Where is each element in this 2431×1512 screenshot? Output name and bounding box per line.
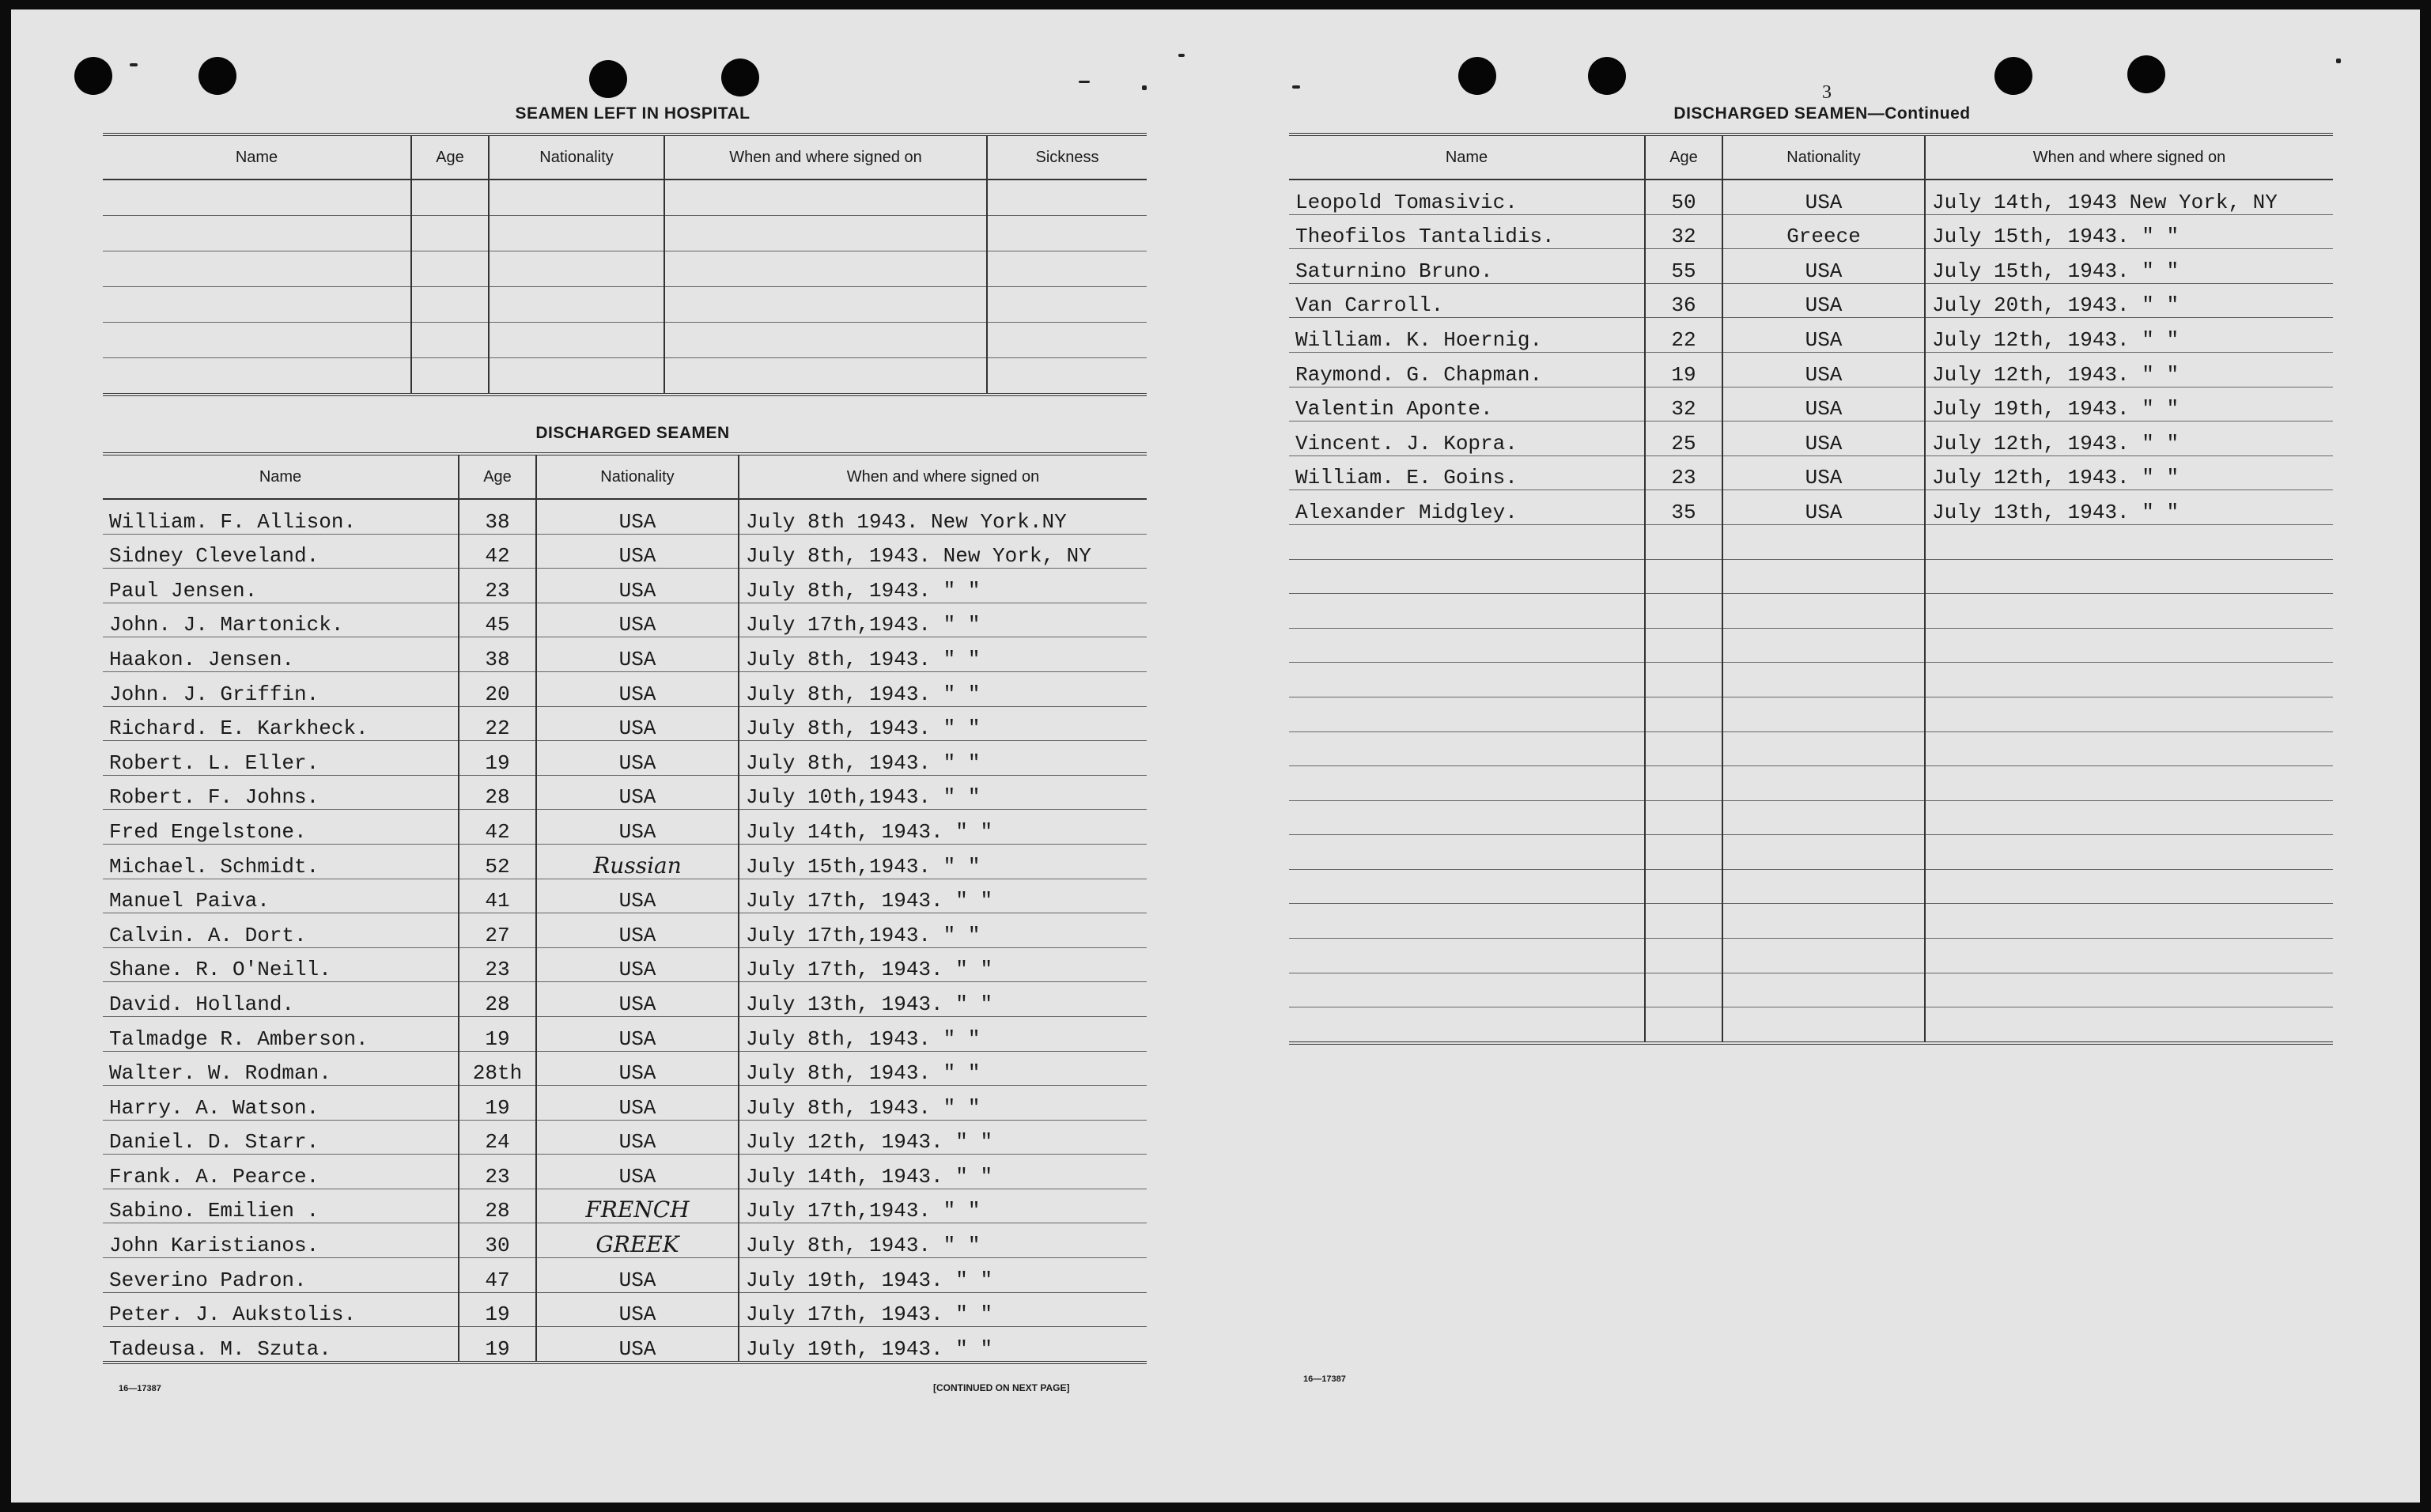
table-row: [1289, 904, 2333, 939]
cell-signed-on: July 14th, 1943. " ": [739, 810, 1147, 845]
table-row: [103, 913, 1147, 948]
cell-empty: [1722, 697, 1925, 731]
cell-name: Alexander Midgley.: [1289, 490, 1645, 525]
cell-name: Vincent. J. Kopra.: [1289, 421, 1645, 456]
cell-nationality: USA: [536, 603, 739, 637]
table-row: [103, 534, 1147, 569]
cell-empty: [1645, 559, 1722, 594]
cell-nationality: USA: [1722, 387, 1925, 421]
cell-empty: [1289, 628, 1645, 663]
cell-empty: [1925, 939, 2333, 973]
table-row: [103, 1051, 1147, 1086]
cell-name: Walter. W. Rodman.: [103, 1051, 459, 1086]
cell-empty: [1645, 835, 1722, 870]
table-row: [1289, 594, 2333, 629]
table-row: [103, 603, 1147, 637]
cell-age: 25: [1645, 421, 1722, 456]
continued-title-suffix: —Continued: [1867, 104, 1971, 123]
cell-empty: [1925, 559, 2333, 594]
cell-signed-on: July 17th, 1943. " ": [739, 879, 1147, 913]
cell-empty: [1722, 869, 1925, 904]
cell-signed-on: July 17th, 1943. " ": [739, 947, 1147, 982]
col-header-nationality: Nationality: [536, 454, 739, 499]
cell-age: 35: [1645, 490, 1722, 525]
cell-name: Paul Jensen.: [103, 569, 459, 603]
punch-hole: [2127, 55, 2165, 93]
cell-age: 45: [459, 603, 536, 637]
cell-nationality: USA: [536, 879, 739, 913]
cell-age: 23: [459, 947, 536, 982]
cell-signed-on: July 13th, 1943. " ": [739, 982, 1147, 1017]
cell-age: 28: [459, 1189, 536, 1223]
table-row: [103, 637, 1147, 672]
cell-nationality: USA: [536, 741, 739, 776]
table-row: [103, 1155, 1147, 1189]
cell-age: 28: [459, 982, 536, 1017]
cell-empty: [1722, 524, 1925, 559]
cell-nationality: USA: [536, 1327, 739, 1363]
cell-empty: [1722, 594, 1925, 629]
cell-signed-on: July 8th, 1943. " ": [739, 1016, 1147, 1051]
speck: [1142, 85, 1147, 90]
cell-nationality: GREEK: [536, 1223, 739, 1258]
cell-nationality: USA: [536, 1258, 739, 1293]
table-row: [1289, 352, 2333, 387]
cell-name: David. Holland.: [103, 982, 459, 1017]
cell-name: William. F. Allison.: [103, 499, 459, 534]
cell-signed-on: July 19th, 1943. " ": [739, 1327, 1147, 1363]
cell-name: Shane. R. O'Neill.: [103, 947, 459, 982]
col-header-age: Age: [459, 454, 536, 499]
table-row: [103, 1189, 1147, 1223]
cell-name: Robert. F. Johns.: [103, 775, 459, 810]
cell-name: Sidney Cleveland.: [103, 534, 459, 569]
cell-age: 19: [1645, 352, 1722, 387]
cell-age: 20: [459, 671, 536, 706]
table-row: [1289, 387, 2333, 421]
table-row: [1289, 421, 2333, 456]
cell-age: 22: [459, 706, 536, 741]
cell-nationality: USA: [1722, 455, 1925, 490]
cell-empty: [1722, 973, 1925, 1007]
table-row: [1289, 1007, 2333, 1043]
table-row: [103, 879, 1147, 913]
cell-empty: [1645, 663, 1722, 697]
cell-age: 19: [459, 1086, 536, 1121]
cell-signed-on: July 8th 1943. New York.NY: [739, 499, 1147, 534]
punch-hole: [1994, 57, 2032, 95]
table-row: [103, 180, 1147, 216]
col-header-age: Age: [1645, 134, 1722, 180]
cell-name: Severino Padron.: [103, 1258, 459, 1293]
form-number: 16—17387: [119, 1384, 161, 1393]
cell-empty: [1645, 628, 1722, 663]
cell-empty: [1722, 800, 1925, 835]
table-row: [103, 569, 1147, 603]
cell-empty: [1722, 559, 1925, 594]
cell-signed-on: July 17th,1943. " ": [739, 603, 1147, 637]
cell-age: 36: [1645, 283, 1722, 318]
cell-empty: [1289, 869, 1645, 904]
cell-empty: [1289, 1007, 1645, 1043]
cell-empty: [1289, 697, 1645, 731]
punch-hole: [721, 59, 759, 96]
cell-signed-on: July 12th, 1943. " ": [1925, 455, 2333, 490]
cell-empty: [1645, 800, 1722, 835]
cell-empty: [1289, 731, 1645, 766]
cell-name: Sabino. Emilien .: [103, 1189, 459, 1223]
speck: [1178, 54, 1185, 57]
cell-nationality: USA: [536, 637, 739, 672]
table-row: [1289, 455, 2333, 490]
cell-nationality: USA: [536, 1292, 739, 1327]
ledger-sheet: [11, 9, 2420, 1503]
col-header-name: Name: [1289, 134, 1645, 180]
cell-age: 55: [1645, 249, 1722, 284]
table-row: [103, 671, 1147, 706]
table-row: [103, 1120, 1147, 1155]
cell-name: John. J. Martonick.: [103, 603, 459, 637]
table-row: [103, 741, 1147, 776]
col-header-signed-on: When and where signed on: [1925, 134, 2333, 180]
cell-signed-on: July 8th, 1943. " ": [739, 1051, 1147, 1086]
table-row: [1289, 766, 2333, 801]
cell-nationality: USA: [1722, 249, 1925, 284]
cell-age: 41: [459, 879, 536, 913]
cell-empty: [1289, 594, 1645, 629]
cell-nationality: USA: [536, 569, 739, 603]
cell-nationality: Greece: [1722, 214, 1925, 249]
col-header-nationality: Nationality: [489, 134, 664, 180]
cell-nationality: USA: [536, 947, 739, 982]
cell-name: Robert. L. Eller.: [103, 741, 459, 776]
cell-name: William. E. Goins.: [1289, 455, 1645, 490]
col-header-sickness: Sickness: [987, 134, 1147, 180]
cell-age: 28: [459, 775, 536, 810]
cell-name: Leopold Tomasivic.: [1289, 180, 1645, 214]
cell-empty: [1289, 939, 1645, 973]
table-row: [1289, 524, 2333, 559]
punch-hole: [198, 57, 236, 95]
cell-signed-on: July 17th,1943. " ": [739, 913, 1147, 948]
table-row: [103, 499, 1147, 534]
cell-empty: [1289, 800, 1645, 835]
cell-signed-on: July 15th,1943. " ": [739, 844, 1147, 879]
cell-empty: [1289, 904, 1645, 939]
cell-signed-on: July 12th, 1943. " ": [1925, 352, 2333, 387]
cell-empty: [1645, 939, 1722, 973]
cell-name: Tadeusa. M. Szuta.: [103, 1327, 459, 1363]
table-row: [1289, 869, 2333, 904]
cell-name: Haakon. Jensen.: [103, 637, 459, 672]
discharged-table: [103, 452, 1147, 1364]
punch-hole: [1458, 57, 1496, 95]
cell-signed-on: July 15th, 1943. " ": [1925, 214, 2333, 249]
cell-age: 19: [459, 741, 536, 776]
cell-name: John. J. Griffin.: [103, 671, 459, 706]
cell-age: 52: [459, 844, 536, 879]
table-row: [103, 1223, 1147, 1258]
cell-empty: [1925, 800, 2333, 835]
cell-signed-on: July 17th, 1943. " ": [739, 1292, 1147, 1327]
cell-nationality: USA: [536, 1120, 739, 1155]
cell-name: Manuel Paiva.: [103, 879, 459, 913]
cell-nationality: USA: [536, 775, 739, 810]
cell-signed-on: July 8th, 1943. " ": [739, 671, 1147, 706]
cell-empty: [1925, 524, 2333, 559]
table-row: [103, 323, 1147, 358]
cell-nationality: USA: [1722, 283, 1925, 318]
cell-nationality: USA: [536, 810, 739, 845]
cell-empty: [1722, 939, 1925, 973]
cell-signed-on: July 15th, 1943. " ": [1925, 249, 2333, 284]
table-row: [1289, 318, 2333, 353]
cell-age: 23: [1645, 455, 1722, 490]
cell-empty: [1645, 524, 1722, 559]
cell-empty: [1289, 766, 1645, 801]
cell-empty: [1925, 973, 2333, 1007]
cell-age: 27: [459, 913, 536, 948]
discharged-continued-table: [1289, 133, 2333, 1045]
cell-signed-on: July 19th, 1943. " ": [1925, 387, 2333, 421]
table-row: [103, 251, 1147, 287]
cell-name: Talmadge R. Amberson.: [103, 1016, 459, 1051]
cell-signed-on: July 8th, 1943. " ": [739, 741, 1147, 776]
cell-signed-on: July 12th, 1943. " ": [1925, 421, 2333, 456]
cell-nationality: USA: [536, 534, 739, 569]
table-row: [103, 216, 1147, 251]
col-header-age: Age: [411, 134, 489, 180]
table-row: [103, 1086, 1147, 1121]
cell-signed-on: July 13th, 1943. " ": [1925, 490, 2333, 525]
cell-signed-on: July 17th,1943. " ": [739, 1189, 1147, 1223]
table-row: [103, 287, 1147, 323]
cell-age: 19: [459, 1327, 536, 1363]
cell-age: 19: [459, 1292, 536, 1327]
cell-empty: [1645, 766, 1722, 801]
cell-signed-on: July 8th, 1943. " ": [739, 706, 1147, 741]
cell-age: 42: [459, 534, 536, 569]
cell-nationality: FRENCH: [536, 1189, 739, 1223]
cell-name: Daniel. D. Starr.: [103, 1120, 459, 1155]
cell-nationality: USA: [1722, 490, 1925, 525]
col-header-name: Name: [103, 454, 459, 499]
cell-nationality: USA: [536, 1051, 739, 1086]
cell-empty: [1925, 628, 2333, 663]
continued-note: [CONTINUED ON NEXT PAGE]: [933, 1382, 1070, 1393]
cell-name: Saturnino Bruno.: [1289, 249, 1645, 284]
table-row: [103, 775, 1147, 810]
table-row: [1289, 973, 2333, 1007]
cell-empty: [1925, 663, 2333, 697]
cell-signed-on: July 19th, 1943. " ": [739, 1258, 1147, 1293]
col-header-signed-on: When and where signed on: [739, 454, 1147, 499]
cell-nationality: USA: [1722, 318, 1925, 353]
cell-nationality: USA: [536, 671, 739, 706]
cell-name: Richard. E. Karkheck.: [103, 706, 459, 741]
cell-age: 42: [459, 810, 536, 845]
cell-nationality: USA: [1722, 352, 1925, 387]
cell-signed-on: July 12th, 1943. " ": [1925, 318, 2333, 353]
punch-hole: [1588, 57, 1626, 95]
cell-empty: [1289, 973, 1645, 1007]
cell-name: Fred Engelstone.: [103, 810, 459, 845]
cell-empty: [1645, 697, 1722, 731]
cell-empty: [1722, 835, 1925, 870]
cell-empty: [1925, 766, 2333, 801]
cell-age: 23: [459, 569, 536, 603]
cell-signed-on: July 8th, 1943. " ": [739, 1223, 1147, 1258]
punch-hole: [74, 57, 112, 95]
cell-empty: [1722, 1007, 1925, 1043]
cell-empty: [1925, 904, 2333, 939]
cell-empty: [1722, 904, 1925, 939]
cell-name: Van Carroll.: [1289, 283, 1645, 318]
table-row: [1289, 283, 2333, 318]
cell-age: 32: [1645, 214, 1722, 249]
table-row: [1289, 180, 2333, 214]
table-row: [103, 1258, 1147, 1293]
table-row: [103, 810, 1147, 845]
cell-age: 38: [459, 637, 536, 672]
cell-age: 24: [459, 1120, 536, 1155]
cell-name: Harry. A. Watson.: [103, 1086, 459, 1121]
table-row: [103, 358, 1147, 395]
cell-age: 50: [1645, 180, 1722, 214]
cell-signed-on: July 20th, 1943. " ": [1925, 283, 2333, 318]
cell-age: 28th: [459, 1051, 536, 1086]
cell-name: Theofilos Tantalidis.: [1289, 214, 1645, 249]
page-number: 3: [1822, 82, 1832, 103]
cell-empty: [1645, 1007, 1722, 1043]
cell-name: Michael. Schmidt.: [103, 844, 459, 879]
table-row: [1289, 628, 2333, 663]
cell-nationality: USA: [536, 706, 739, 741]
speck: [130, 63, 138, 66]
table-row: [1289, 731, 2333, 766]
cell-signed-on: July 8th, 1943. " ": [739, 637, 1147, 672]
table-row: [1289, 559, 2333, 594]
cell-signed-on: July 8th, 1943. " ": [739, 1086, 1147, 1121]
cell-empty: [1289, 663, 1645, 697]
cell-age: 30: [459, 1223, 536, 1258]
cell-empty: [1289, 835, 1645, 870]
cell-empty: [1925, 731, 2333, 766]
col-header-nationality: Nationality: [1722, 134, 1925, 180]
table-row: [1289, 697, 2333, 731]
cell-empty: [1722, 731, 1925, 766]
cell-empty: [1645, 973, 1722, 1007]
col-header-signed-on: When and where signed on: [664, 134, 987, 180]
cell-nationality: USA: [1722, 421, 1925, 456]
cell-empty: [1925, 869, 2333, 904]
cell-name: Valentin Aponte.: [1289, 387, 1645, 421]
cell-empty: [1925, 594, 2333, 629]
cell-name: William. K. Hoernig.: [1289, 318, 1645, 353]
hospital-title: SEAMEN LEFT IN HOSPITAL: [515, 104, 750, 123]
table-row: [1289, 249, 2333, 284]
table-row: [103, 1016, 1147, 1051]
cell-name: Raymond. G. Chapman.: [1289, 352, 1645, 387]
table-row: [103, 706, 1147, 741]
form-number: 16—17387: [1303, 1374, 1346, 1384]
cell-nationality: Russian: [536, 844, 739, 879]
cell-age: 38: [459, 499, 536, 534]
table-row: [103, 1292, 1147, 1327]
cell-empty: [1645, 731, 1722, 766]
cell-empty: [1925, 1007, 2333, 1043]
punch-hole: [589, 60, 627, 98]
cell-name: John Karistianos.: [103, 1223, 459, 1258]
cell-nationality: USA: [536, 913, 739, 948]
cell-empty: [1645, 594, 1722, 629]
cell-empty: [1722, 663, 1925, 697]
cell-empty: [1722, 628, 1925, 663]
table-row: [103, 947, 1147, 982]
cell-signed-on: July 10th,1943. " ": [739, 775, 1147, 810]
col-header-name: Name: [103, 134, 411, 180]
cell-name: Calvin. A. Dort.: [103, 913, 459, 948]
hospital-table: [103, 133, 1147, 396]
cell-name: Frank. A. Pearce.: [103, 1155, 459, 1189]
cell-empty: [1645, 904, 1722, 939]
table-row: [1289, 800, 2333, 835]
cell-age: 19: [459, 1016, 536, 1051]
table-row: [1289, 835, 2333, 870]
cell-nationality: USA: [536, 982, 739, 1017]
cell-nationality: USA: [536, 1086, 739, 1121]
speck: [2336, 59, 2341, 63]
continued-title-main: DISCHARGED SEAMEN: [1673, 104, 1868, 123]
cell-signed-on: July 12th, 1943. " ": [739, 1120, 1147, 1155]
cell-empty: [1645, 869, 1722, 904]
cell-signed-on: July 14th, 1943 New York, NY: [1925, 180, 2333, 214]
table-row: [103, 844, 1147, 879]
cell-age: 23: [459, 1155, 536, 1189]
table-row: [1289, 214, 2333, 249]
cell-signed-on: July 14th, 1943. " ": [739, 1155, 1147, 1189]
cell-age: 22: [1645, 318, 1722, 353]
cell-signed-on: July 8th, 1943. New York, NY: [739, 534, 1147, 569]
continued-title: [1292, 104, 2352, 123]
cell-empty: [1925, 835, 2333, 870]
cell-empty: [1289, 524, 1645, 559]
cell-age: 47: [459, 1258, 536, 1293]
cell-nationality: USA: [536, 499, 739, 534]
speck: [1079, 81, 1090, 83]
cell-empty: [1722, 766, 1925, 801]
table-row: [1289, 939, 2333, 973]
cell-signed-on: July 8th, 1943. " ": [739, 569, 1147, 603]
cell-nationality: USA: [1722, 180, 1925, 214]
table-row: [1289, 490, 2333, 525]
cell-name: Peter. J. Aukstolis.: [103, 1292, 459, 1327]
table-row: [1289, 663, 2333, 697]
cell-nationality: USA: [536, 1155, 739, 1189]
table-row: [103, 1327, 1147, 1363]
cell-age: 32: [1645, 387, 1722, 421]
table-row: [103, 982, 1147, 1017]
cell-empty: [1289, 559, 1645, 594]
speck: [1292, 85, 1300, 89]
discharged-title: DISCHARGED SEAMEN: [535, 424, 730, 442]
cell-empty: [1925, 697, 2333, 731]
cell-nationality: USA: [536, 1016, 739, 1051]
